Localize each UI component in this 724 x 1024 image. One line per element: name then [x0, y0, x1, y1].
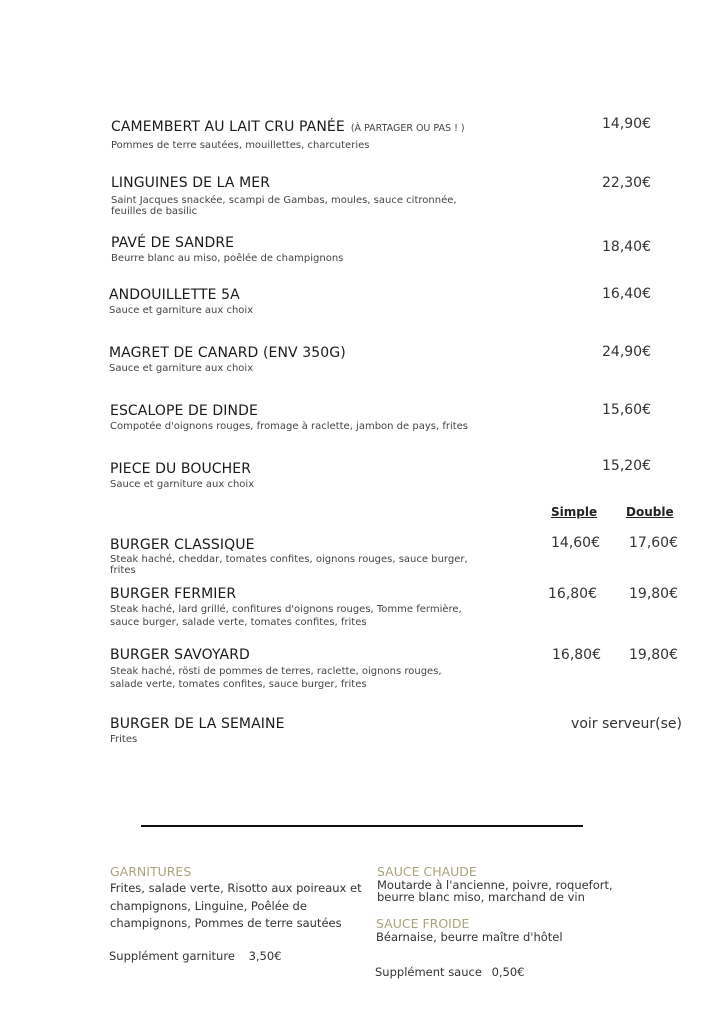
price-simple: 14,60€ [551, 535, 600, 551]
dish-price: 16,40€ [602, 286, 651, 302]
dish-price: 18,40€ [602, 239, 651, 255]
dish-name: PIECE DU BOUCHER [110, 461, 252, 477]
dish-magret [109, 345, 346, 374]
burger-name: BURGER CLASSIQUE [110, 537, 255, 553]
sauce-froide-title: SAUCE FROIDE [376, 916, 470, 931]
column-simple: Simple [551, 505, 598, 519]
dish-name: ESCALOPE DE DINDE [110, 403, 258, 419]
sauce-froide-list [376, 932, 563, 944]
supplement-label: Supplément garniture [109, 949, 235, 963]
supplement-label: Supplément sauce [375, 965, 482, 979]
dish-price: 15,60€ [602, 402, 651, 418]
garnitures-list [110, 880, 362, 933]
sauce-supplement [375, 967, 525, 979]
price-double: 19,80€ [629, 586, 678, 602]
dish-price: 22,30€ [602, 175, 651, 191]
column-double: Double [626, 505, 674, 519]
dish-name: MAGRET DE CANARD (ENV 350G) [109, 345, 346, 361]
dish-name: ANDOUILLETTE 5A [109, 287, 240, 303]
dish-price: 14,90€ [602, 116, 651, 132]
garnitures-line: Frites, salade verte, Risotto aux poireaux et [110, 881, 362, 895]
sauce-chaude-list [377, 880, 613, 903]
garnitures-line: champignons, Linguine, Poêlée de [110, 898, 307, 913]
dish-name: CAMEMBERT AU LAIT CRU PANÉE [111, 119, 345, 135]
dish-desc: Saint Jacques snackée, scampi de Gambas, moules, sauce citronnée, [111, 195, 457, 206]
dish-andouillette [109, 287, 253, 316]
burger-name: BURGER FERMIER [110, 586, 237, 602]
dish-name: LINGUINES DE LA MER [111, 175, 271, 191]
price-double: 19,80€ [629, 647, 678, 663]
dish-price: 15,20€ [602, 458, 651, 474]
dish-desc: Compotée d'oignons rouges, fromage à raclette, jambon de pays, frites [110, 421, 469, 432]
dish-name: PAVÉ DE SANDRE [111, 235, 235, 251]
burger-desc: Steak haché, cheddar, tomates confites, oignons rouges, sauce burger, [110, 554, 468, 565]
burger-classique [110, 537, 468, 576]
dish-price: 24,90€ [602, 344, 651, 360]
dish-note: (À PARTAGER OU PAS ! ) [350, 123, 465, 134]
price-simple: 16,80€ [548, 586, 597, 602]
burger-desc-cont: sauce burger, salade verte, tomates confites, frites [110, 617, 367, 628]
dish-camembert [111, 116, 465, 151]
supplement-price: 3,50€ [248, 949, 282, 963]
dish-linguines [111, 175, 457, 217]
divider [141, 825, 583, 827]
garnitures-title: GARNITURES [110, 864, 192, 879]
dish-desc: Beurre blanc au miso, poêlée de champignons [111, 253, 344, 264]
burger-semaine [110, 716, 285, 745]
garniture-supplement [109, 951, 282, 963]
dish-desc-cont: feuilles de basilic [111, 206, 198, 217]
burger-desc: Steak haché, lard grillé, confitures d'oignons rouges, Tomme fermière, [110, 604, 462, 615]
dish-desc: Sauce et garniture aux choix [110, 479, 255, 490]
sauce-chaude-title: SAUCE CHAUDE [377, 864, 477, 879]
sauce-line: Béarnaise, beurre maître d'hôtel [376, 930, 563, 944]
dish-escalope [110, 403, 468, 432]
sauce-line: beurre blanc miso, marchand de vin [377, 889, 585, 904]
burger-name: BURGER SAVOYARD [110, 647, 250, 663]
supplement-price: 0,50€ [491, 965, 525, 979]
burger-desc: Frites [110, 734, 138, 745]
garnitures-line: champignons, Pommes de terre sautées [110, 916, 342, 930]
burger-desc: Steak haché, rösti de pommes de terres, raclette, oignons rouges, [110, 666, 442, 677]
burger-price: voir serveur(se) [571, 716, 682, 732]
dish-desc: Sauce et garniture aux choix [109, 305, 254, 316]
dish-sandre [111, 235, 343, 264]
burger-desc-cont: salade verte, tomates confites, sauce burger, frites [110, 679, 367, 690]
burger-fermier [110, 586, 462, 629]
dish-desc: Sauce et garniture aux choix [109, 363, 254, 374]
dish-desc: Pommes de terre sautées, mouillettes, charcuteries [111, 140, 370, 151]
burger-desc-cont: frites [110, 565, 136, 576]
burger-savoyard [110, 647, 442, 691]
dish-piece-boucher [110, 461, 254, 490]
price-simple: 16,80€ [552, 647, 601, 663]
price-double: 17,60€ [629, 535, 678, 551]
sauce-line: Moutarde à l'ancienne, poivre, roquefort, [377, 878, 613, 892]
burger-name: BURGER DE LA SEMAINE [110, 716, 285, 732]
